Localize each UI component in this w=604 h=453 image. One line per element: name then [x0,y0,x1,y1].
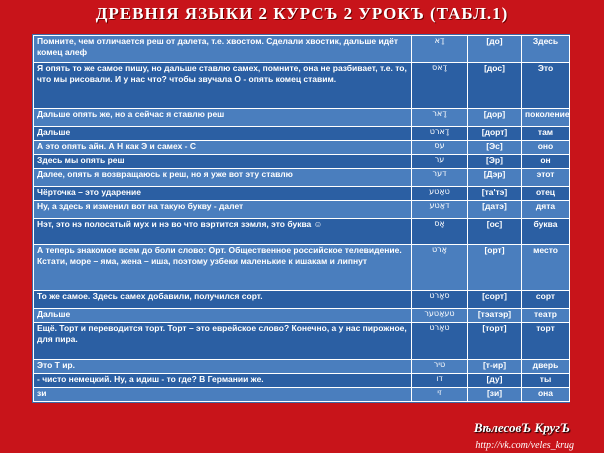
table-row [34,360,570,374]
row-hebrew: טאַטע [412,187,468,201]
row-translation: ты [522,374,570,388]
row-explanation: Чёрточка – это ударение [34,187,412,201]
row-explanation: Дальше опять же, но а сейчас я ставлю реш [34,109,412,127]
row-translation: место [522,245,570,291]
row-translation: сорт [522,291,570,309]
row-explanation: - чисто немецкий. Ну, а идиш - то где? В Германии же. [34,374,412,388]
row-hebrew: סאָרט [412,291,468,309]
row-transcription: [т-ир] [468,360,522,374]
row-explanation: Помните, чем отличается реш от далета, т.е. хвостом. Сделали хвостик, дальше идёт комец алеф [34,36,412,63]
row-explanation: Это Т ир. [34,360,412,374]
row-hebrew: דער [412,169,468,187]
row-hebrew: טאָרט [412,323,468,360]
row-explanation: зи [34,388,412,402]
row-hebrew: טעאַטער [412,309,468,323]
row-translation: театр [522,309,570,323]
table-row [34,155,570,169]
row-hebrew: דָאר [412,109,468,127]
row-explanation: Здесь мы опять реш [34,155,412,169]
table-row [34,219,570,245]
table-row [34,36,570,63]
row-transcription: [дор] [468,109,522,127]
row-translation: она [522,388,570,402]
row-transcription: [Эр] [468,155,522,169]
row-translation: этот [522,169,570,187]
row-transcription: [датэ] [468,201,522,219]
row-hebrew: אָרט [412,245,468,291]
row-translation: Здесь [522,36,570,63]
row-transcription: [ду] [468,374,522,388]
row-hebrew: טיר [412,360,468,374]
row-hebrew: זי [412,388,468,402]
row-transcription: [торт] [468,323,522,360]
table-row [34,309,570,323]
row-transcription: [дорт] [468,127,522,141]
row-translation: буква [522,219,570,245]
table-row [34,245,570,291]
row-hebrew: עס [412,141,468,155]
row-transcription: [орт] [468,245,522,291]
row-explanation: Нэт, это нэ полосатый мух и нэ во что вэртится зэмля, это буква ☺ [34,219,412,245]
row-transcription: [та'тэ] [468,187,522,201]
table-row [34,388,570,402]
row-translation: дверь [522,360,570,374]
table-row [34,187,570,201]
row-explanation: То же самое. Здесь самех добавили, получился сорт. [34,291,412,309]
table-row [34,127,570,141]
lesson-table-wrapper [33,35,569,402]
row-hebrew: ער [412,155,468,169]
row-translation: там [522,127,570,141]
lesson-table [33,35,570,402]
lesson-table-body [34,36,570,402]
row-transcription: [ос] [468,219,522,245]
row-explanation: Дальше [34,309,412,323]
row-hebrew: אָס [412,219,468,245]
row-translation: отец [522,187,570,201]
row-hebrew: דָארט [412,127,468,141]
watermark-logo: ВѣлесовЪ КругЪ [473,420,570,435]
row-translation: оно [522,141,570,155]
table-row [34,109,570,127]
table-row [34,323,570,360]
row-hebrew: דו [412,374,468,388]
row-transcription: [Эс] [468,141,522,155]
row-translation: торт [522,323,570,360]
table-row [34,141,570,155]
row-transcription: [дос] [468,63,522,109]
row-explanation: Далее, опять я возвращаюсь к реш, но я уже вот эту ставлю [34,169,412,187]
table-row [34,291,570,309]
row-translation: поколение [522,109,570,127]
row-translation: Это [522,63,570,109]
row-hebrew: דאַטע [412,201,468,219]
row-transcription: [зи] [468,388,522,402]
table-row [34,374,570,388]
row-explanation: Ещё. Торт и переводится торт. Торт – это еврейское слово? Конечно, а у нас пирожное, для пира. [34,323,412,360]
table-row [34,63,570,109]
row-hebrew: דָאס [412,63,468,109]
table-row [34,201,570,219]
slide-title: ДРЕВНIЯ ЯЗЫКИ 2 КУРСЪ 2 УРОКЪ (ТАБЛ.1) [95,4,509,23]
watermark-url: http://vk.com/veles_krug [475,440,574,451]
row-translation: дята [522,201,570,219]
row-transcription: [сорт] [468,291,522,309]
row-explanation: А теперь знакомое всем до боли слово: Орт. Общественное российское телевидение. Кстати, море – яма, жена – иша, поэтому узбеки маленькие к ишакам и липнут [34,245,412,291]
row-explanation: Дальше [34,127,412,141]
row-explanation: Я опять то же самое пишу, но дальше ставлю самех, помните, она не разбивает, т.е. то, что мы рисовали. И у нас что? чтобы звучала О - опять комец ставим. [34,63,412,109]
row-transcription: [тэатэр] [468,309,522,323]
row-explanation: Ну, а здесь я изменил вот на такую букву - далет [34,201,412,219]
row-hebrew: דָא [412,36,468,63]
row-explanation: А это опять айн. А Н как Э и самех - С [34,141,412,155]
row-transcription: [Дэр] [468,169,522,187]
row-transcription: [до] [468,36,522,63]
row-translation: он [522,155,570,169]
table-row [34,169,570,187]
